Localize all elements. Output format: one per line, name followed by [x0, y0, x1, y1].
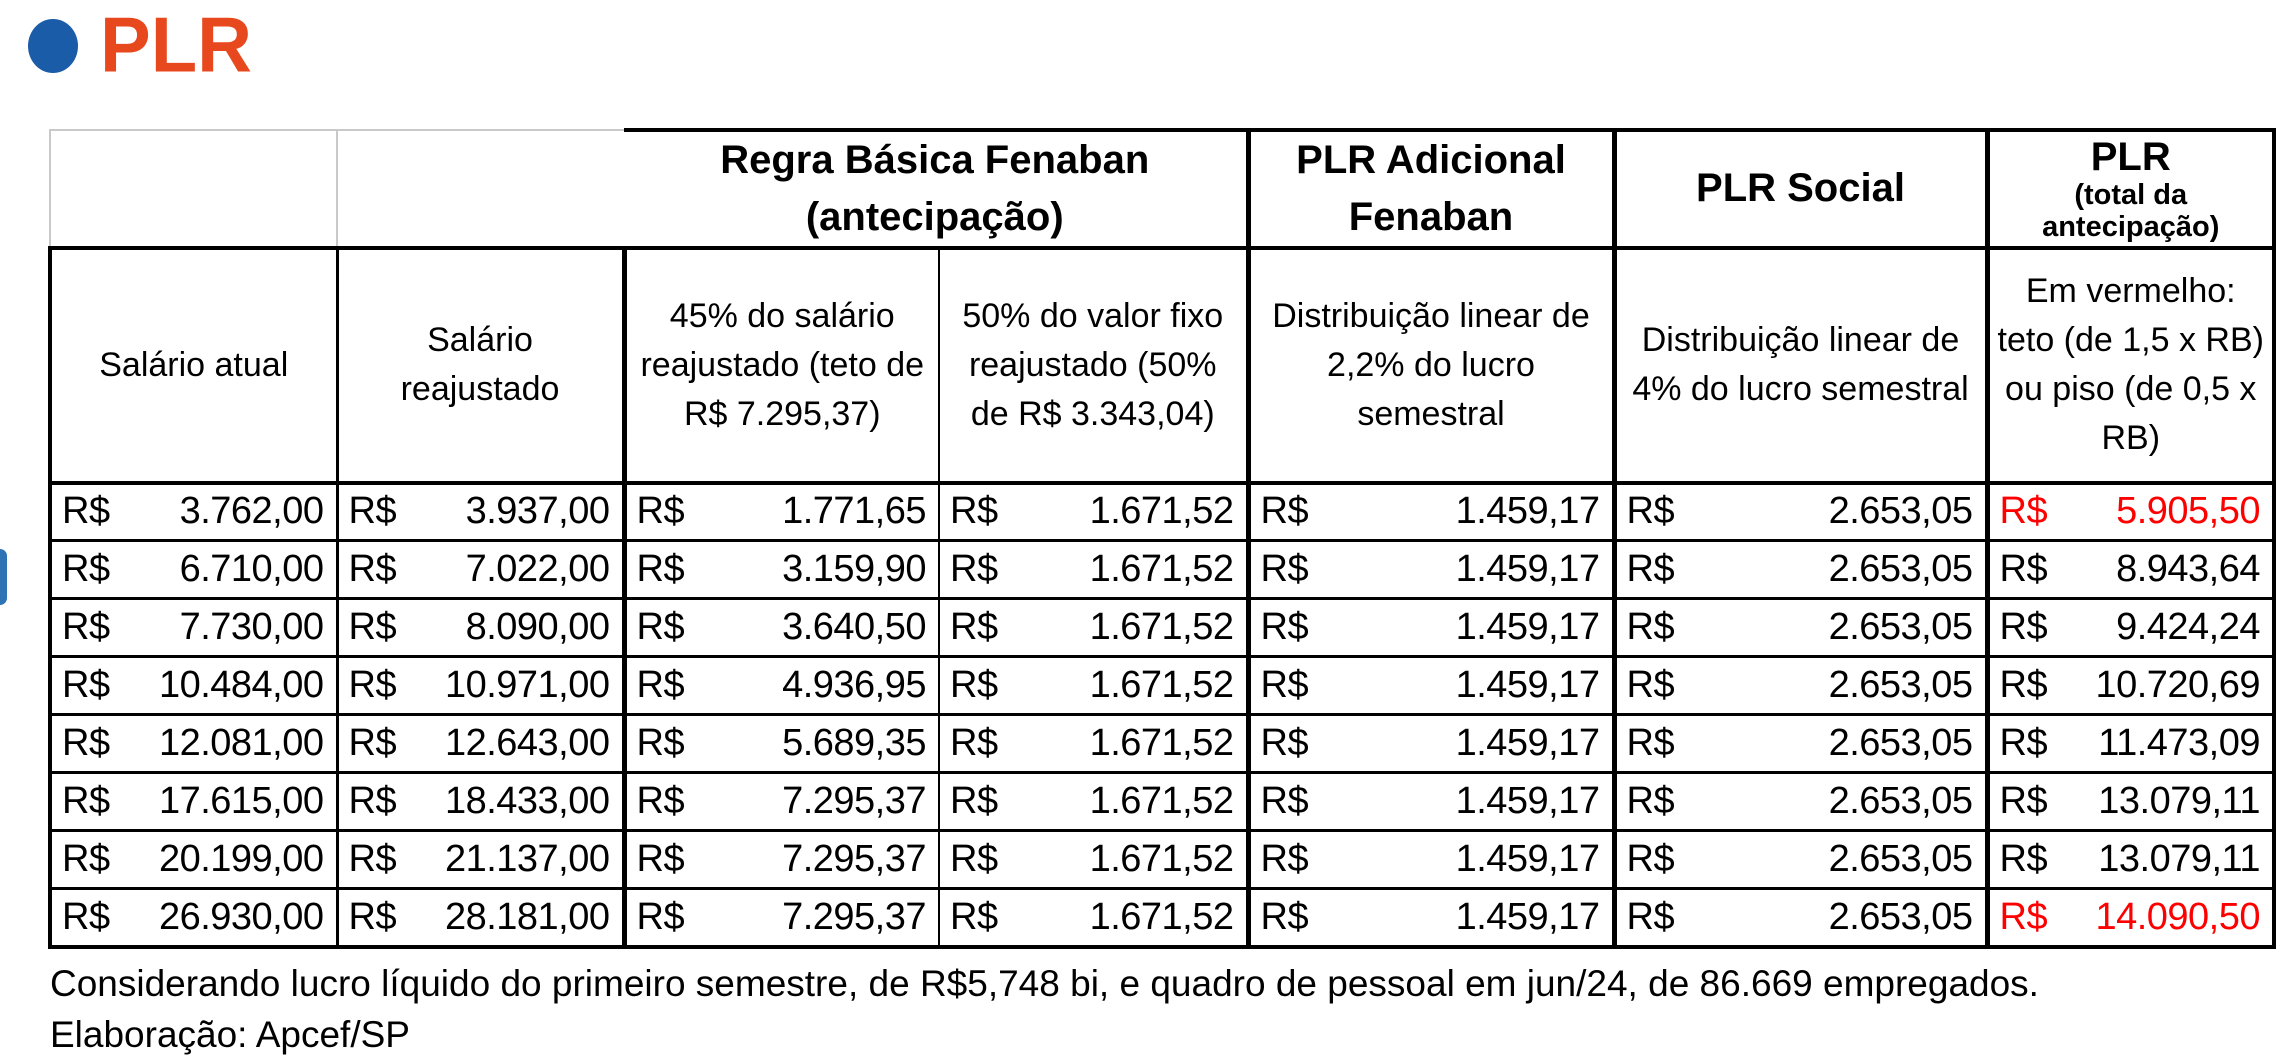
cell-plr-social — [1614, 831, 1987, 889]
cell-currency: R$ — [62, 722, 110, 765]
table-row — [50, 773, 2274, 831]
cell-currency: R$ — [636, 490, 685, 533]
cell-currency: R$ — [1626, 548, 1675, 591]
footnote-line-1: Considerando lucro líquido do primeiro semestre, de R$5,748 bi, e quadro de pessoal em jun/24, de 86.669 empregados. — [50, 963, 2039, 1004]
cell-45pct-salario — [624, 889, 939, 947]
cell-plr-total — [1987, 541, 2274, 599]
cell-50pct-valor-fixo — [939, 773, 1248, 831]
table-row — [50, 599, 2274, 657]
cell-salario-reajustado — [337, 715, 624, 773]
column-header-distribuicao-4pct: Distribuição linear de 4% do lucro semestral — [1614, 248, 1987, 483]
cell-amount: 7.022,00 — [465, 548, 610, 591]
table-body — [50, 483, 2274, 947]
cell-currency: R$ — [1999, 664, 2048, 707]
column-header-row — [50, 248, 2274, 483]
cell-amount: 5.905,50 — [2116, 490, 2260, 533]
cell-amount: 7.730,00 — [179, 606, 324, 649]
cell-amount: 2.653,05 — [1828, 722, 1973, 765]
cell-currency: R$ — [62, 490, 110, 533]
cell-plr-social — [1614, 483, 1987, 541]
cell-salario-reajustado — [337, 831, 624, 889]
cell-plr-social — [1614, 599, 1987, 657]
cell-amount: 2.653,05 — [1828, 606, 1973, 649]
cell-amount: 1.459,17 — [1455, 838, 1600, 881]
group-header-line: (antecipação) — [805, 194, 1064, 239]
cell-amount: 7.295,37 — [782, 780, 926, 823]
table-row — [50, 831, 2274, 889]
cell-currency: R$ — [1999, 606, 2048, 649]
cell-currency: R$ — [950, 664, 998, 707]
cell-currency: R$ — [1260, 548, 1309, 591]
cell-plr-adicional — [1248, 541, 1614, 599]
cell-amount: 1.459,17 — [1455, 895, 1600, 938]
cell-amount: 8.943,64 — [2116, 548, 2260, 591]
group-header-row — [50, 130, 2274, 248]
group-header-line: Fenaban — [1348, 194, 1514, 239]
cell-plr-social — [1614, 715, 1987, 773]
footnote — [50, 958, 2039, 1060]
cell-currency: R$ — [1999, 722, 2048, 765]
cell-currency: R$ — [1626, 490, 1675, 533]
cell-amount: 4.936,95 — [782, 664, 926, 707]
group-header-plr-total — [1987, 130, 2274, 248]
cell-currency: R$ — [950, 780, 998, 823]
cell-50pct-valor-fixo — [939, 715, 1248, 773]
cell-currency: R$ — [1999, 490, 2048, 533]
cell-salario-reajustado — [337, 773, 624, 831]
cell-plr-total — [1987, 483, 2274, 541]
cell-amount: 3.640,50 — [782, 606, 926, 649]
cell-salario-atual — [50, 831, 337, 889]
cell-amount: 1.459,17 — [1455, 490, 1600, 533]
cell-plr-total — [1987, 773, 2274, 831]
cell-currency: R$ — [348, 664, 397, 707]
cell-50pct-valor-fixo — [939, 889, 1248, 947]
cell-currency: R$ — [1999, 548, 2048, 591]
group-header-line: PLR — [2090, 134, 2171, 179]
footnote-line-2: Elaboração: Apcef/SP — [50, 1014, 410, 1056]
plr-logo — [28, 2, 252, 89]
column-header-salario-reajustado: Salário reajustado — [337, 248, 624, 483]
cell-currency: R$ — [636, 780, 685, 823]
cell-amount: 1.459,17 — [1455, 780, 1600, 823]
cell-currency: R$ — [348, 490, 397, 533]
group-header-regra-basica — [624, 130, 1248, 248]
cell-salario-reajustado — [337, 889, 624, 947]
cell-salario-reajustado — [337, 657, 624, 715]
cell-amount: 7.295,37 — [782, 838, 926, 881]
cell-45pct-salario — [624, 773, 939, 831]
cell-amount: 1.459,17 — [1455, 606, 1600, 649]
cell-currency: R$ — [1999, 895, 2048, 938]
cell-currency: R$ — [950, 548, 998, 591]
group-header-plr-social — [1614, 130, 1987, 248]
cell-amount: 2.653,05 — [1828, 895, 1973, 938]
cell-salario-reajustado — [337, 483, 624, 541]
cell-amount: 18.433,00 — [444, 780, 610, 823]
cell-currency: R$ — [1626, 664, 1675, 707]
cell-50pct-valor-fixo — [939, 657, 1248, 715]
cell-amount: 6.710,00 — [179, 548, 324, 591]
cell-amount: 28.181,00 — [444, 895, 610, 938]
cell-currency: R$ — [1260, 722, 1309, 765]
group-header-line: Regra Básica Fenaban — [720, 138, 1150, 182]
cell-currency: R$ — [1260, 838, 1309, 881]
cell-currency: R$ — [348, 895, 397, 938]
cell-amount: 12.643,00 — [444, 722, 610, 765]
cell-currency: R$ — [636, 664, 685, 707]
cell-currency: R$ — [62, 606, 110, 649]
cell-currency: R$ — [1999, 838, 2048, 881]
cell-amount: 3.762,00 — [179, 490, 324, 533]
empty-header-cell — [337, 130, 624, 248]
cell-amount: 1.671,52 — [1089, 895, 1234, 938]
cell-amount: 1.671,52 — [1089, 606, 1234, 649]
cell-amount: 1.671,52 — [1089, 664, 1234, 707]
cell-plr-adicional — [1248, 715, 1614, 773]
cell-salario-atual — [50, 483, 337, 541]
cell-currency: R$ — [950, 490, 998, 533]
cell-amount: 20.199,00 — [158, 838, 324, 881]
cell-amount: 7.295,37 — [782, 895, 926, 938]
cell-plr-adicional — [1248, 831, 1614, 889]
cell-currency: R$ — [636, 606, 685, 649]
cell-amount: 17.615,00 — [158, 780, 324, 823]
cell-amount: 1.671,52 — [1089, 780, 1234, 823]
cell-plr-social — [1614, 541, 1987, 599]
cell-amount: 9.424,24 — [2116, 606, 2260, 649]
plr-table-wrapper — [48, 128, 2272, 949]
cell-plr-social — [1614, 773, 1987, 831]
cell-amount: 2.653,05 — [1828, 548, 1973, 591]
cell-50pct-valor-fixo — [939, 541, 1248, 599]
cell-salario-reajustado — [337, 541, 624, 599]
cell-currency: R$ — [62, 838, 110, 881]
cell-amount: 8.090,00 — [465, 606, 610, 649]
cell-amount: 1.671,52 — [1089, 722, 1234, 765]
cell-currency: R$ — [348, 780, 397, 823]
cell-50pct-valor-fixo — [939, 483, 1248, 541]
cell-plr-total — [1987, 715, 2274, 773]
cell-currency: R$ — [950, 722, 998, 765]
column-header-salario-atual: Salário atual — [50, 248, 337, 483]
cell-amount: 11.473,09 — [2098, 722, 2260, 765]
cell-45pct-salario — [624, 657, 939, 715]
cell-currency: R$ — [1260, 606, 1309, 649]
cell-amount: 12.081,00 — [158, 722, 324, 765]
column-header-50pct-valor-fixo: 50% do valor fixo reajustado (50% de R$ 3.343,04) — [939, 248, 1248, 483]
cell-currency: R$ — [950, 895, 998, 938]
cell-currency: R$ — [1626, 895, 1675, 938]
group-header-line: PLR Adicional — [1296, 138, 1566, 182]
cell-salario-atual — [50, 599, 337, 657]
cell-currency: R$ — [1260, 490, 1309, 533]
cell-currency: R$ — [1626, 838, 1675, 881]
cell-plr-adicional — [1248, 773, 1614, 831]
cell-currency: R$ — [636, 838, 685, 881]
cell-salario-atual — [50, 773, 337, 831]
plr-table — [48, 128, 2276, 949]
cell-45pct-salario — [624, 483, 939, 541]
cell-amount: 10.484,00 — [158, 664, 324, 707]
column-header-teto-piso: Em vermelho: teto (de 1,5 x RB) ou piso (de 0,5 x RB) — [1987, 248, 2274, 483]
cell-plr-total — [1987, 889, 2274, 947]
cell-currency: R$ — [348, 838, 397, 881]
cell-amount: 1.671,52 — [1089, 838, 1234, 881]
cell-amount: 2.653,05 — [1828, 838, 1973, 881]
cell-currency: R$ — [1626, 780, 1675, 823]
cell-plr-social — [1614, 889, 1987, 947]
partial-bullet-icon — [0, 549, 7, 605]
column-header-distribuicao-2-2pct: Distribuição linear de 2,2% do lucro semestral — [1248, 248, 1614, 483]
cell-currency: R$ — [636, 722, 685, 765]
empty-header-cell — [50, 130, 337, 248]
cell-amount: 3.159,90 — [782, 548, 926, 591]
cell-plr-adicional — [1248, 657, 1614, 715]
cell-currency: R$ — [1260, 895, 1309, 938]
cell-45pct-salario — [624, 599, 939, 657]
table-row — [50, 657, 2274, 715]
cell-45pct-salario — [624, 541, 939, 599]
cell-currency: R$ — [1999, 780, 2048, 823]
cell-currency: R$ — [62, 548, 110, 591]
cell-salario-atual — [50, 657, 337, 715]
cell-amount: 1.671,52 — [1089, 490, 1234, 533]
page-title: PLR — [100, 2, 252, 89]
cell-plr-total — [1987, 831, 2274, 889]
cell-amount: 2.653,05 — [1828, 490, 1973, 533]
cell-currency: R$ — [636, 548, 685, 591]
table-row — [50, 541, 2274, 599]
cell-currency: R$ — [1260, 664, 1309, 707]
cell-currency: R$ — [1626, 606, 1675, 649]
group-header-plr-adicional — [1248, 130, 1614, 248]
cell-50pct-valor-fixo — [939, 599, 1248, 657]
cell-amount: 3.937,00 — [465, 490, 610, 533]
cell-45pct-salario — [624, 715, 939, 773]
cell-currency: R$ — [62, 664, 110, 707]
cell-currency: R$ — [348, 606, 397, 649]
cell-45pct-salario — [624, 831, 939, 889]
cell-amount: 13.079,11 — [2098, 780, 2260, 823]
cell-amount: 1.459,17 — [1455, 722, 1600, 765]
table-row — [50, 889, 2274, 947]
cell-currency: R$ — [348, 548, 397, 591]
cell-amount: 2.653,05 — [1828, 780, 1973, 823]
group-header-line: (total da antecipação) — [2042, 178, 2220, 243]
cell-amount: 10.720,69 — [2095, 664, 2260, 707]
cell-amount: 13.079,11 — [2098, 838, 2260, 881]
cell-50pct-valor-fixo — [939, 831, 1248, 889]
cell-amount: 21.137,00 — [444, 838, 610, 881]
cell-amount: 2.653,05 — [1828, 664, 1973, 707]
cell-salario-atual — [50, 889, 337, 947]
cell-plr-total — [1987, 657, 2274, 715]
cell-salario-reajustado — [337, 599, 624, 657]
cell-currency: R$ — [62, 780, 110, 823]
cell-amount: 1.671,52 — [1089, 548, 1234, 591]
cell-currency: R$ — [636, 895, 685, 938]
cell-currency: R$ — [1260, 780, 1309, 823]
cell-amount: 1.459,17 — [1455, 548, 1600, 591]
cell-plr-total — [1987, 599, 2274, 657]
cell-amount: 1.459,17 — [1455, 664, 1600, 707]
cell-amount: 1.771,65 — [782, 490, 926, 533]
cell-currency: R$ — [348, 722, 397, 765]
table-row — [50, 483, 2274, 541]
cell-currency: R$ — [1626, 722, 1675, 765]
bullet-dot-icon — [28, 19, 78, 73]
cell-currency: R$ — [950, 838, 998, 881]
cell-plr-adicional — [1248, 889, 1614, 947]
cell-currency: R$ — [950, 606, 998, 649]
group-header-line: PLR Social — [1696, 166, 1905, 211]
cell-plr-adicional — [1248, 483, 1614, 541]
cell-amount: 5.689,35 — [782, 722, 926, 765]
cell-amount: 26.930,00 — [158, 895, 324, 938]
column-header-45pct-salario: 45% do salário reajustado (teto de R$ 7.295,37) — [624, 248, 939, 483]
cell-plr-adicional — [1248, 599, 1614, 657]
cell-plr-social — [1614, 657, 1987, 715]
cell-salario-atual — [50, 715, 337, 773]
cell-salario-atual — [50, 541, 337, 599]
cell-currency: R$ — [62, 895, 110, 938]
cell-amount: 14.090,50 — [2095, 895, 2260, 938]
table-row — [50, 715, 2274, 773]
cell-amount: 10.971,00 — [444, 664, 610, 707]
